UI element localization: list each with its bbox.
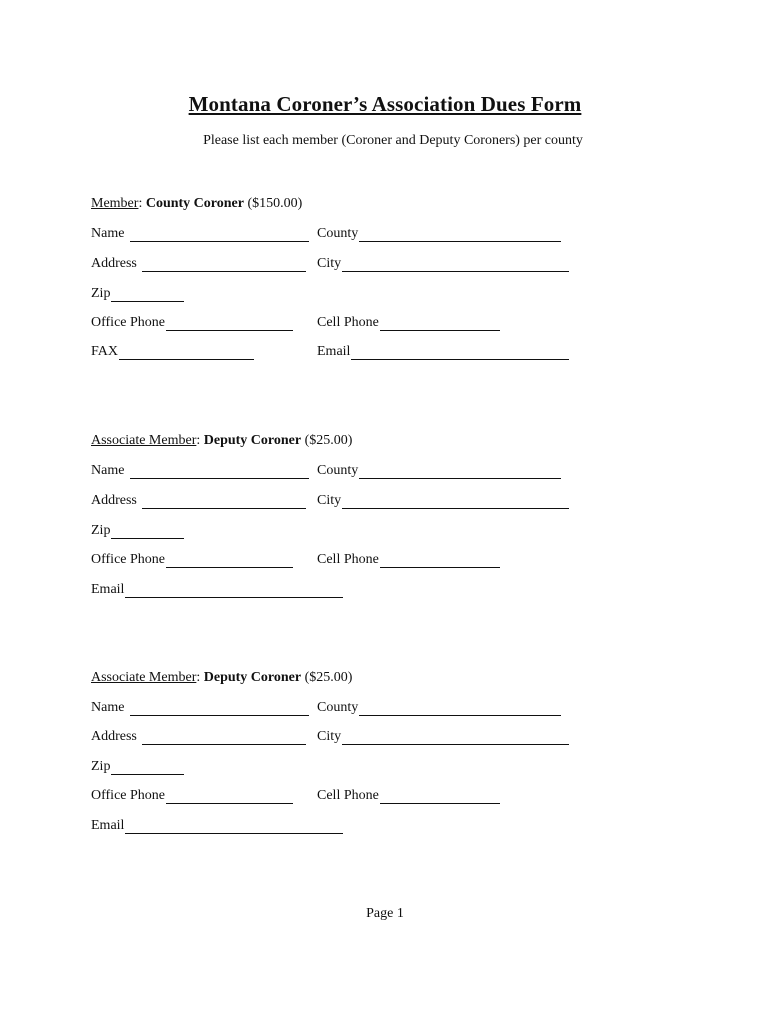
section-fee: ($25.00): [301, 670, 353, 685]
blank-line[interactable]: [342, 495, 569, 509]
member-office-phone-field[interactable]: [91, 313, 293, 331]
field-label: Zip: [91, 286, 111, 301]
section-colon: :: [138, 196, 146, 211]
field-label: City: [317, 256, 342, 271]
member-email-field[interactable]: [317, 342, 569, 360]
field-label: Name: [91, 700, 125, 715]
field-label: County: [317, 700, 359, 715]
section-label: Associate Member: [91, 670, 197, 685]
member-county-field[interactable]: [317, 224, 561, 242]
field-label: Email: [91, 582, 125, 597]
field-label: Office Phone: [91, 552, 165, 567]
blank-line[interactable]: [142, 258, 306, 272]
associate-2-email-field[interactable]: [91, 816, 343, 834]
field-label: Address: [91, 493, 137, 508]
associate-1-name-field[interactable]: [91, 461, 309, 479]
blank-line[interactable]: [342, 731, 569, 745]
blank-line[interactable]: [166, 317, 293, 331]
field-label: Cell Phone: [317, 788, 379, 803]
field-label: Address: [91, 729, 137, 744]
associate-2-county-field[interactable]: [317, 698, 561, 716]
section-associate-2-heading: [91, 670, 352, 686]
associate-2-zip-field[interactable]: [91, 757, 184, 775]
blank-line[interactable]: [111, 288, 184, 302]
associate-1-city-field[interactable]: [317, 491, 569, 509]
member-name-field[interactable]: [91, 224, 309, 242]
field-label: FAX: [91, 344, 118, 359]
blank-line[interactable]: [380, 554, 500, 568]
member-fax-field[interactable]: [91, 342, 254, 360]
blank-line[interactable]: [119, 346, 254, 360]
blank-line[interactable]: [142, 495, 306, 509]
field-label: Office Phone: [91, 315, 165, 330]
blank-line[interactable]: [166, 790, 293, 804]
field-label: Name: [91, 226, 125, 241]
section-role: Deputy Coroner: [203, 433, 302, 448]
associate-1-office-phone-field[interactable]: [91, 550, 293, 568]
section-fee: ($25.00): [301, 433, 353, 448]
blank-line[interactable]: [359, 228, 561, 242]
field-label: City: [317, 729, 342, 744]
field-label: County: [317, 226, 359, 241]
field-label: Cell Phone: [317, 315, 379, 330]
page-number: Page 1: [366, 906, 404, 921]
associate-1-cell-phone-field[interactable]: [317, 550, 500, 568]
member-zip-field[interactable]: [91, 284, 184, 302]
blank-line[interactable]: [380, 317, 500, 331]
associate-2-office-phone-field[interactable]: [91, 786, 293, 804]
blank-line[interactable]: [130, 465, 309, 479]
associate-2-cell-phone-field[interactable]: [317, 786, 500, 804]
associate-2-address-field[interactable]: [91, 727, 306, 745]
field-label: Email: [317, 344, 351, 359]
blank-line[interactable]: [111, 525, 184, 539]
blank-line[interactable]: [142, 731, 306, 745]
blank-line[interactable]: [130, 702, 309, 716]
blank-line[interactable]: [380, 790, 500, 804]
section-label: Associate Member: [91, 433, 197, 448]
blank-line[interactable]: [342, 258, 569, 272]
associate-1-zip-field[interactable]: [91, 521, 184, 539]
section-member-heading: [91, 196, 302, 212]
field-label: County: [317, 463, 359, 478]
field-label: Zip: [91, 523, 111, 538]
section-colon: :: [196, 433, 204, 448]
field-label: Email: [91, 818, 125, 833]
form-subtitle: Please list each member (Coroner and Deputy Coroners) per county: [203, 133, 583, 148]
field-label: Zip: [91, 759, 111, 774]
section-colon: :: [196, 670, 204, 685]
associate-2-city-field[interactable]: [317, 727, 569, 745]
blank-line[interactable]: [130, 228, 309, 242]
form-title: Montana Coroner’s Association Dues Form: [188, 92, 582, 116]
section-fee: ($150.00): [243, 196, 303, 211]
field-label: City: [317, 493, 342, 508]
blank-line[interactable]: [125, 584, 343, 598]
blank-line[interactable]: [351, 346, 569, 360]
member-cell-phone-field[interactable]: [317, 313, 500, 331]
section-label: Member: [91, 196, 139, 211]
blank-line[interactable]: [111, 761, 184, 775]
blank-line[interactable]: [125, 820, 343, 834]
blank-line[interactable]: [359, 702, 561, 716]
field-label: Name: [91, 463, 125, 478]
blank-line[interactable]: [166, 554, 293, 568]
associate-1-address-field[interactable]: [91, 491, 306, 509]
field-label: Office Phone: [91, 788, 165, 803]
section-role: Deputy Coroner: [203, 670, 302, 685]
member-city-field[interactable]: [317, 254, 569, 272]
section-associate-1-heading: [91, 433, 352, 449]
section-role: County Coroner: [145, 196, 244, 211]
associate-1-county-field[interactable]: [317, 461, 561, 479]
associate-2-name-field[interactable]: [91, 698, 309, 716]
field-label: Cell Phone: [317, 552, 379, 567]
associate-1-email-field[interactable]: [91, 580, 343, 598]
field-label: Address: [91, 256, 137, 271]
blank-line[interactable]: [359, 465, 561, 479]
member-address-field[interactable]: [91, 254, 306, 272]
